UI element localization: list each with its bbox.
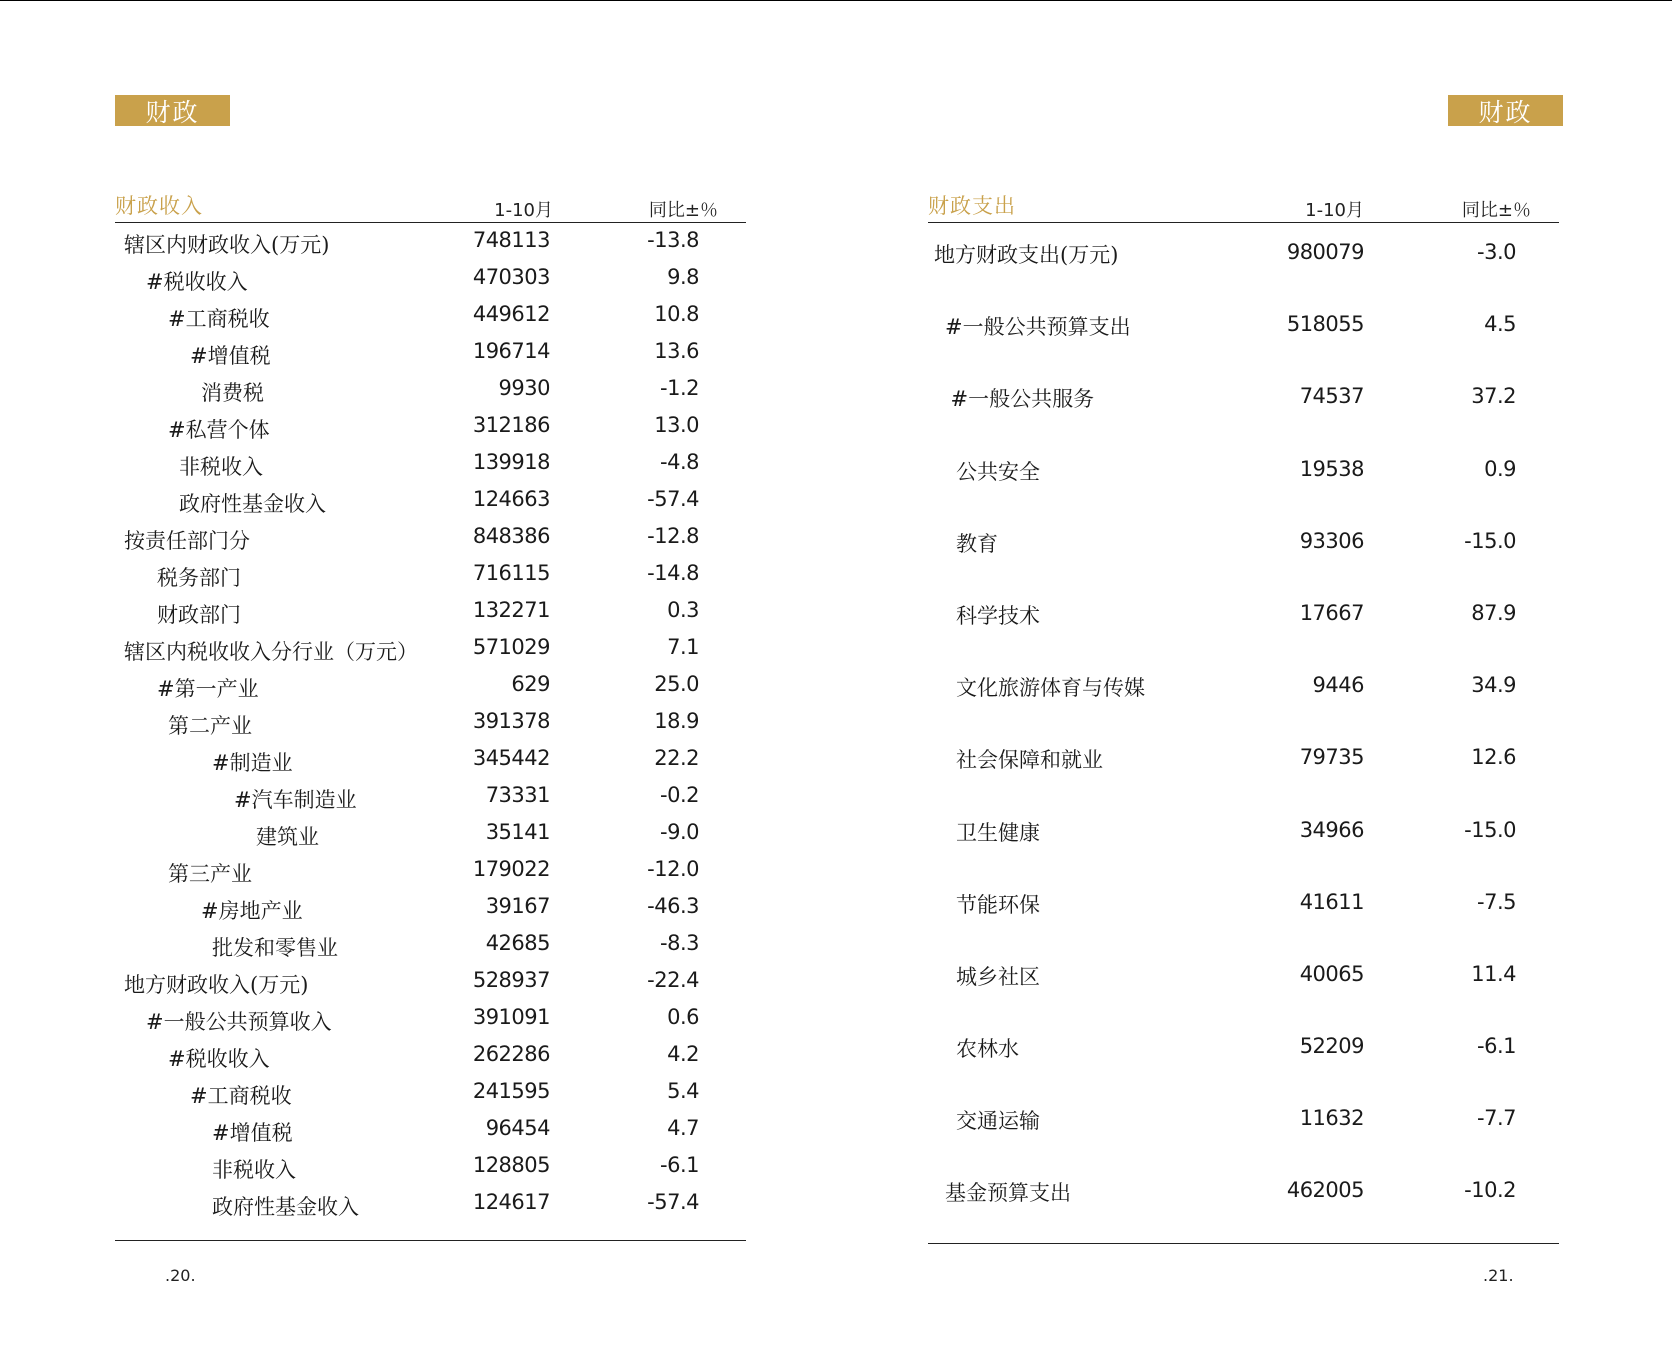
row-period-value: 9930 (498, 376, 550, 400)
row-yoy-value: 9.8 (667, 265, 699, 289)
row-label: #制造业 (212, 751, 293, 775)
row-period-value: 42685 (485, 931, 550, 955)
table-row (115, 1078, 746, 1115)
row-yoy-value: 7.1 (667, 635, 699, 659)
row-label: #税收收入 (146, 270, 248, 294)
row-yoy-value: -12.8 (647, 524, 699, 548)
table-row (928, 734, 1559, 806)
row-yoy-value: -0.2 (660, 783, 699, 807)
table-row (928, 301, 1559, 373)
row-period-value: 241595 (472, 1079, 550, 1103)
row-label: 消费税 (201, 381, 264, 405)
expenditure-table (928, 190, 1559, 1240)
row-label: #一般公共预算支出 (945, 315, 1131, 340)
row-label: #增值税 (212, 1121, 293, 1145)
row-period-value: 124663 (472, 487, 550, 511)
row-label: #增值税 (190, 344, 271, 368)
table-row (928, 518, 1559, 590)
row-label: #工商税收 (168, 307, 270, 331)
row-period-value: 980079 (1286, 240, 1364, 264)
table-row (115, 264, 746, 301)
section-tag-right: 财政 (1448, 95, 1563, 126)
row-period-value: 462005 (1286, 1178, 1364, 1203)
row-label: 科学技术 (956, 603, 1040, 628)
row-label: 地方财政支出(万元) (934, 243, 1119, 267)
row-label: #一般公共预算收入 (146, 1010, 332, 1034)
row-label: 文化旅游体育与传媒 (956, 676, 1145, 701)
table-row (928, 373, 1559, 445)
row-period-value: 629 (511, 672, 550, 696)
row-period-value: 132271 (472, 598, 550, 622)
revenue-table-title: 财政收入 (115, 194, 203, 218)
row-label: 农林水 (956, 1037, 1019, 1062)
row-period-value: 312186 (472, 413, 550, 437)
table-row (115, 338, 746, 375)
row-period-value: 93306 (1299, 528, 1364, 553)
row-label: 公共安全 (956, 459, 1040, 484)
row-yoy-value: -14.8 (647, 561, 699, 585)
row-yoy-value: 0.3 (667, 598, 699, 622)
row-label: 非税收入 (212, 1158, 296, 1182)
row-period-value: 17667 (1299, 600, 1364, 625)
top-border (0, 0, 1672, 1)
row-period-value: 262286 (472, 1042, 550, 1066)
row-yoy-value: -8.3 (660, 931, 699, 955)
row-yoy-value: -15.0 (1464, 528, 1516, 553)
row-period-value: 528937 (472, 968, 550, 992)
page-number-right: .21. (1483, 1266, 1514, 1285)
row-label: 财政部门 (157, 603, 241, 627)
row-label: 交通运输 (956, 1109, 1040, 1134)
row-yoy-value: -10.2 (1464, 1178, 1516, 1203)
table-row (928, 1023, 1559, 1095)
table-row (928, 229, 1559, 301)
row-yoy-value: -12.0 (647, 857, 699, 881)
row-period-value: 449612 (472, 302, 550, 326)
row-period-value: 748113 (472, 228, 550, 252)
table-row (928, 1167, 1559, 1239)
row-label: 城乡社区 (956, 964, 1040, 989)
row-label: 社会保障和就业 (956, 748, 1103, 773)
table-row (115, 856, 746, 893)
table-row (928, 807, 1559, 879)
section-tag-left: 财政 (115, 95, 230, 126)
row-yoy-value: 13.0 (654, 413, 699, 437)
table-row (115, 967, 746, 1004)
table-row (115, 634, 746, 671)
row-yoy-value: 25.0 (654, 672, 699, 696)
row-yoy-value: 10.8 (654, 302, 699, 326)
row-yoy-value: -7.7 (1477, 1106, 1516, 1131)
table-row (115, 597, 746, 634)
table-row (115, 523, 746, 560)
expenditure-table-body (928, 223, 1559, 1240)
row-yoy-value: 37.2 (1471, 384, 1516, 409)
row-period-value: 139918 (472, 450, 550, 474)
row-label: 辖区内税收收入分行业（万元） (124, 640, 418, 664)
row-yoy-value: -4.8 (660, 450, 699, 474)
row-label: 卫生健康 (956, 820, 1040, 845)
row-period-value: 179022 (472, 857, 550, 881)
row-yoy-value: 4.5 (1484, 312, 1516, 337)
expenditure-table-bottom-rule (928, 1243, 1559, 1244)
row-yoy-value: -1.2 (660, 376, 699, 400)
table-row (115, 671, 746, 708)
row-yoy-value: 4.7 (667, 1116, 699, 1140)
row-period-value: 39167 (485, 894, 550, 918)
row-period-value: 40065 (1299, 961, 1364, 986)
row-yoy-value: -6.1 (660, 1153, 699, 1177)
row-period-value: 470303 (472, 265, 550, 289)
row-period-value: 518055 (1286, 312, 1364, 337)
row-label: #工商税收 (190, 1084, 292, 1108)
yoy-column-header: 同比±％ (648, 200, 718, 221)
table-row (115, 375, 746, 412)
table-row (928, 951, 1559, 1023)
row-label: 批发和零售业 (212, 936, 338, 960)
row-label: 第三产业 (168, 862, 252, 886)
row-label: #第一产业 (157, 677, 259, 701)
row-period-value: 128805 (472, 1153, 550, 1177)
table-row (115, 1041, 746, 1078)
table-row (115, 708, 746, 745)
table-row (115, 930, 746, 967)
table-row (115, 412, 746, 449)
row-yoy-value: -13.8 (647, 228, 699, 252)
table-row (928, 590, 1559, 662)
row-label: 节能环保 (956, 892, 1040, 917)
table-row (115, 782, 746, 819)
row-period-value: 11632 (1299, 1106, 1364, 1131)
row-label: #税收收入 (168, 1047, 270, 1071)
table-row (115, 745, 746, 782)
row-yoy-value: 18.9 (654, 709, 699, 733)
row-period-value: 848386 (472, 524, 550, 548)
row-label: 辖区内财政收入(万元) (124, 233, 330, 257)
row-yoy-value: 13.6 (654, 339, 699, 363)
table-row (115, 1004, 746, 1041)
table-row (928, 1095, 1559, 1167)
row-yoy-value: 4.2 (667, 1042, 699, 1066)
row-label: 教育 (956, 531, 998, 556)
row-label: 基金预算支出 (945, 1181, 1071, 1206)
row-period-value: 74537 (1299, 384, 1364, 409)
row-yoy-value: -7.5 (1477, 889, 1516, 914)
table-row (115, 819, 746, 856)
row-label: 政府性基金收入 (179, 492, 326, 516)
row-label: 政府性基金收入 (212, 1195, 359, 1219)
revenue-table-header (115, 190, 746, 223)
row-period-value: 571029 (472, 635, 550, 659)
row-yoy-value: 0.6 (667, 1005, 699, 1029)
table-row (928, 662, 1559, 734)
row-yoy-value: -15.0 (1464, 817, 1516, 842)
row-period-value: 196714 (472, 339, 550, 363)
expenditure-table-title: 财政支出 (928, 194, 1016, 218)
table-row (115, 449, 746, 486)
row-period-value: 391091 (472, 1005, 550, 1029)
row-yoy-value: -46.3 (647, 894, 699, 918)
row-yoy-value: -9.0 (660, 820, 699, 844)
row-period-value: 19538 (1299, 456, 1364, 481)
table-row (115, 227, 746, 264)
row-label: #私营个体 (168, 418, 270, 442)
table-row (928, 446, 1559, 518)
row-label: 第二产业 (168, 714, 252, 738)
row-yoy-value: 12.6 (1471, 745, 1516, 770)
table-row (115, 1189, 746, 1226)
revenue-table-body (115, 223, 746, 1226)
table-row (115, 1152, 746, 1189)
row-period-value: 96454 (485, 1116, 550, 1140)
row-yoy-value: -22.4 (647, 968, 699, 992)
row-label: 税务部门 (157, 566, 241, 590)
row-period-value: 9446 (1312, 673, 1364, 698)
row-period-value: 52209 (1299, 1034, 1364, 1059)
table-row (115, 486, 746, 523)
expenditure-table-header (928, 190, 1559, 223)
row-label: #汽车制造业 (234, 788, 357, 812)
table-row (115, 893, 746, 930)
row-label: 按责任部门分 (124, 529, 250, 553)
row-yoy-value: -6.1 (1477, 1034, 1516, 1059)
row-period-value: 124617 (472, 1190, 550, 1214)
row-yoy-value: 0.9 (1484, 456, 1516, 481)
row-period-value: 35141 (485, 820, 550, 844)
revenue-table (115, 190, 746, 1226)
row-label: 建筑业 (256, 825, 319, 849)
row-period-value: 391378 (472, 709, 550, 733)
row-yoy-value: 87.9 (1471, 600, 1516, 625)
row-period-value: 79735 (1299, 745, 1364, 770)
row-label: 地方财政收入(万元) (124, 973, 309, 997)
row-period-value: 34966 (1299, 817, 1364, 842)
table-row (115, 301, 746, 338)
page-number-left: .20. (165, 1266, 196, 1285)
period-column-header: 1-10月 (1305, 200, 1364, 221)
row-label: 非税收入 (179, 455, 263, 479)
row-period-value: 41611 (1299, 889, 1364, 914)
revenue-table-bottom-rule (115, 1240, 746, 1241)
row-label: #房地产业 (201, 899, 303, 923)
period-column-header: 1-10月 (494, 200, 553, 221)
row-period-value: 73331 (485, 783, 550, 807)
row-yoy-value: 11.4 (1471, 961, 1516, 986)
row-yoy-value: 5.4 (667, 1079, 699, 1103)
row-yoy-value: 34.9 (1471, 673, 1516, 698)
row-label: #一般公共服务 (950, 387, 1095, 412)
row-yoy-value: -3.0 (1477, 240, 1516, 264)
table-row (115, 560, 746, 597)
table-row (928, 879, 1559, 951)
row-period-value: 716115 (472, 561, 550, 585)
row-yoy-value: -57.4 (647, 1190, 699, 1214)
row-yoy-value: 22.2 (654, 746, 699, 770)
row-period-value: 345442 (472, 746, 550, 770)
table-row (115, 1115, 746, 1152)
yoy-column-header: 同比±％ (1461, 200, 1531, 221)
row-yoy-value: -57.4 (647, 487, 699, 511)
